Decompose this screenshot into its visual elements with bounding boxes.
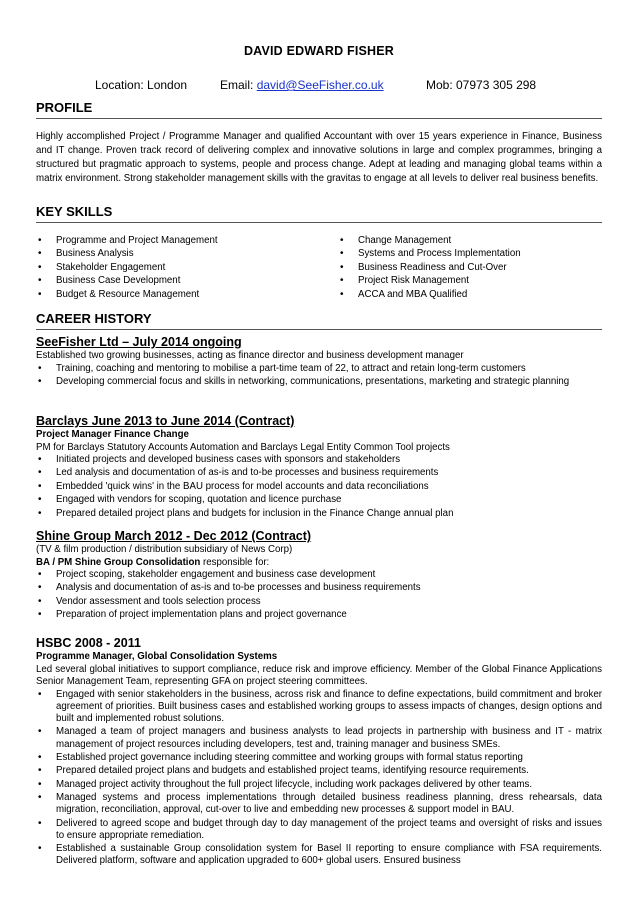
job-title: Barclays June 2013 to June 2014 (Contract): [36, 414, 295, 428]
job-title: SeeFisher Ltd – July 2014 ongoing: [36, 335, 242, 349]
email-label: Email:: [220, 78, 257, 92]
job-hsbc: [36, 636, 602, 869]
skills-right-list: [338, 234, 521, 301]
job-bullet: • Developing commercial focus and skills in networking, communications, presentations, marketing and strategic planning: [36, 376, 602, 388]
job-bullet: • Managed systems and process implementations through detailed business readiness planning, dress rehearsals, data migration, reconciliation, approval, cut-over to live and embedding new processes & support model in BAU.: [36, 792, 602, 816]
job-summary: PM for Barclays Statutory Accounts Automation and Barclays Legal Entity Common Tool projects: [36, 441, 450, 453]
job-bullet: • Established a sustainable Group consolidation system for Basel II reporting to ensure compliance with FSA requirements. Delivered platform, software and application upgraded to 600+ global users. Ensured business: [36, 843, 602, 867]
skills-left-list: [36, 234, 218, 301]
job-bullet: • Prepared detailed project plans and budgets for inclusion in the Finance Change annual plan: [36, 508, 602, 520]
job-bullet: • Vendor assessment and tools selection process: [36, 596, 602, 608]
email-line: [220, 78, 384, 92]
job-bullet: • Initiated projects and developed business cases with sponsors and stakeholders: [36, 454, 602, 466]
profile-heading: PROFILE: [36, 100, 602, 119]
job-summary: Led several global initiatives to support compliance, reduce risk and improve efficiency. Member of the Global Finance Applications Senior Management Team, representing GFA on project steering committees.: [36, 663, 602, 687]
skill-item: • Business Readiness and Cut-Over: [338, 261, 521, 274]
profile-text: Highly accomplished Project / Programme Manager and qualified Accountant with over 15 years experience in Finance, Business and IT change. Proven track record of delivering complex and innovative solutions in large and complex programmes, bringing a structured but pragmatic approach to systems, people and process change. Adept at leading and managing global teams within a matrix environment. Strong stakeholder management skills with the gravitas to engage at all levels to deliver real business benefits.: [36, 131, 602, 185]
candidate-name: DAVID EDWARD FISHER: [243, 44, 395, 58]
skill-item: • Systems and Process Implementation: [338, 247, 521, 260]
job-seefisher: [36, 335, 602, 389]
job-shine-group: [36, 529, 602, 623]
job-bullets: [36, 689, 602, 868]
job-bullet: • Analysis and documentation of as-is and to-be processes and business requirements: [36, 582, 602, 594]
skill-item: • Business Analysis: [36, 247, 218, 260]
skill-item: • ACCA and MBA Qualified: [338, 288, 521, 301]
email-link[interactable]: david@SeeFisher.co.uk: [256, 78, 384, 92]
job-summary: Established two growing businesses, acting as finance director and business development manager: [36, 350, 464, 361]
job-role: BA / PM Shine Group Consolidation: [36, 556, 201, 568]
job-title: HSBC 2008 - 2011: [36, 636, 141, 650]
job-bullet: • Managed a team of project managers and business analysts to lead projects in partnership with business and IT - matrix management of project resources including developers, test and, training manager and business SMEs.: [36, 726, 602, 750]
job-bullets: [36, 454, 602, 520]
job-bullets: [36, 569, 602, 621]
job-bullet: • Managed project activity throughout the full project lifecycle, including work packages delivered by other teams.: [36, 779, 602, 791]
skill-item: • Stakeholder Engagement: [36, 261, 218, 274]
job-bullet: • Preparation of project implementation plans and project governance: [36, 609, 602, 621]
job-barclays: [36, 414, 602, 521]
skill-item: • Business Case Development: [36, 274, 218, 287]
job-title: Shine Group March 2012 - Dec 2012 (Contract): [36, 529, 312, 543]
job-bullet: • Engaged with vendors for scoping, quotation and licence purchase: [36, 494, 602, 506]
skill-item: • Project Risk Management: [338, 274, 521, 287]
job-bullet: • Led analysis and documentation of as-is and to-be processes and business requirements: [36, 467, 602, 479]
skill-item: • Programme and Project Management: [36, 234, 218, 247]
job-subtitle: (TV & film production / distribution subsidiary of News Corp): [36, 544, 293, 555]
job-role: Programme Manager, Global Consolidation Systems: [36, 651, 278, 662]
job-bullet: • Established project governance including steering committee and working groups with formal status reporting: [36, 752, 602, 764]
job-bullet: • Embedded 'quick wins' in the BAU process for model accounts and data reconciliations: [36, 481, 602, 493]
job-bullet: • Delivered to agreed scope and budget through day to day management of the project teams and oversight of risks and issues to ensure appropriate remediation.: [36, 818, 602, 842]
job-bullet: • Engaged with senior stakeholders in the business, across risk and finance to define expectations, build commitment and broker agreement of priorities. Built business cases and established working groups to assess impacts of changes, design options and built and implemented robust solutions.: [36, 689, 602, 726]
job-bullet: • Training, coaching and mentoring to mobilise a part-time team of 22, to attract and retain long-term customers: [36, 363, 602, 375]
mobile: Mob: 07973 305 298: [426, 78, 537, 92]
job-bullet: • Prepared detailed project plans and budgets and established project teams, identifying resource requirements.: [36, 765, 602, 777]
job-bullets: [36, 363, 602, 389]
job-role: Project Manager Finance Change: [36, 429, 189, 440]
key-skills-heading: KEY SKILLS: [36, 204, 602, 223]
location: Location: London: [95, 78, 188, 92]
job-role-suffix: responsible for:: [200, 556, 270, 568]
job-role-line: [36, 557, 602, 570]
career-history-heading: CAREER HISTORY: [36, 311, 602, 330]
skill-item: • Budget & Resource Management: [36, 288, 218, 301]
job-bullet: • Project scoping, stakeholder engagement and business case development: [36, 569, 602, 581]
skill-item: • Change Management: [338, 234, 521, 247]
